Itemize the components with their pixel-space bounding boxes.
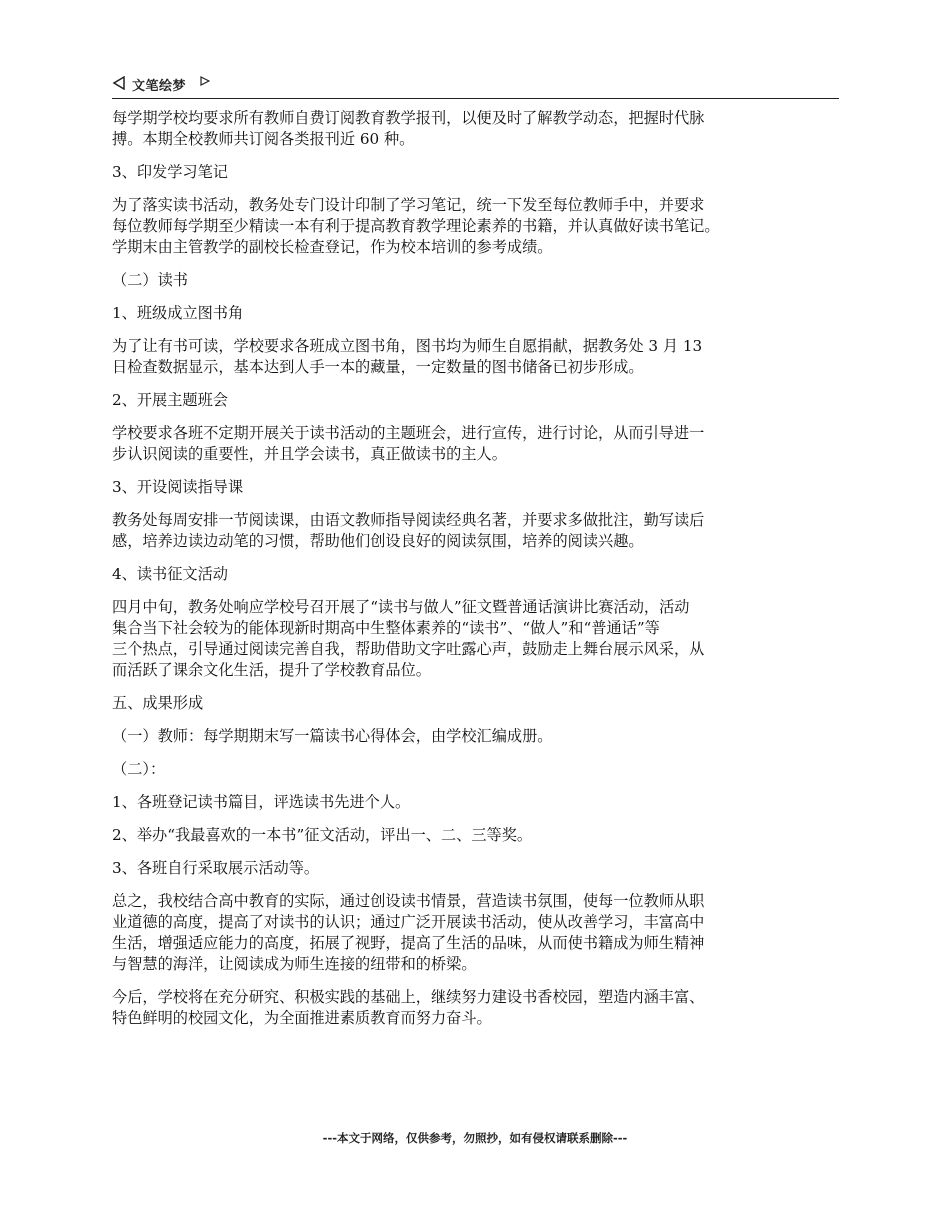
- paragraph: [112, 564, 842, 585]
- text-line: 为了落实读书活动，教务处专门设计印制了学习笔记，统一下发至每位教师手中，并要求: [112, 196, 705, 214]
- paragraph: [112, 693, 842, 714]
- paragraph: [112, 726, 842, 747]
- paragraph: [112, 858, 842, 879]
- paragraph: [112, 336, 842, 378]
- text-line: （二）读书: [112, 271, 188, 289]
- text-line: 总之，我校结合高中教育的实际，通过创设读书情景，营造读书氛围，使每一位教师从职: [112, 892, 705, 910]
- paragraph: [112, 510, 842, 552]
- text-line: 1、班级成立图书角: [112, 304, 244, 322]
- paragraph: [112, 597, 842, 681]
- text-line: （一）教师：每学期期末写一篇读书心得体会，由学校汇编成册。: [112, 727, 553, 745]
- text-line: 3、印发学习笔记: [112, 163, 228, 181]
- paragraph: [112, 303, 842, 324]
- text-line: 三个热点，引导通过阅读完善自我，帮助借助文字吐露心声，鼓励走上舞台展示风采，从: [112, 640, 705, 658]
- text-line: 教务处每周安排一节阅读课，由语文教师指导阅读经典名著，并要求多做批注，勤写读后: [112, 511, 705, 529]
- paragraph: [112, 792, 842, 813]
- triangle-right-icon: [200, 76, 210, 86]
- brand-name: 文笔绘梦: [132, 79, 187, 94]
- paragraph: [112, 423, 842, 465]
- text-line: 感，培养边读边动笔的习惯，帮助他们创设良好的阅读氛围，培养的阅读兴趣。: [112, 532, 644, 550]
- paragraph: [112, 825, 842, 846]
- triangle-left-icon: [112, 76, 126, 90]
- footer-disclaimer: ---本文于网络，仅供参考，勿照抄，如有侵权请联系删除---: [322, 1131, 628, 1145]
- text-line: 学期末由主管教学的副校长检查登记，作为校本培训的参考成绩。: [112, 238, 553, 256]
- document-body: [112, 108, 842, 1041]
- text-line: 每位教师每学期至少精读一本有利于提高教育教学理论素养的书籍，并认真做好读书笔记。: [112, 217, 720, 235]
- page-header: [112, 72, 839, 99]
- text-line: 与智慧的海洋，让阅读成为师生连接的纽带和的桥梁。: [112, 955, 477, 973]
- text-line: 业道德的高度，提高了对读书的认识；通过广泛开展读书活动，使从改善学习，丰富高中: [112, 913, 705, 931]
- text-line: 生活，增强适应能力的高度，拓展了视野，提高了生活的品味，从而使书籍成为师生精神: [112, 934, 705, 952]
- text-line: 为了让有书可读，学校要求各班成立图书角，图书均为师生自愿捐献，据教务处 3 月 13: [112, 337, 703, 355]
- paragraph: [112, 477, 842, 498]
- paragraph: [112, 162, 842, 183]
- text-line: 五、成果形成: [112, 694, 204, 712]
- text-line: （二）：: [112, 760, 166, 778]
- text-line: 步认识阅读的重要性，并且学会读书，真正做读书的主人。: [112, 445, 507, 463]
- text-line: 搏。本期全校教师共订阅各类报刊近 60 种。: [112, 130, 415, 148]
- paragraph: [112, 270, 842, 291]
- text-line: 3、开设阅读指导课: [112, 478, 244, 496]
- text-line: 日检查数据显示，基本达到人手一本的藏量，一定数量的图书储备已初步形成。: [112, 358, 644, 376]
- paragraph: [112, 108, 842, 150]
- paragraph: [112, 759, 842, 780]
- paragraph: [112, 987, 842, 1029]
- text-line: 集合当下社会较为的能体现新时期高中生整体素养的“读书”、“做人”和“普通话”等: [112, 619, 660, 637]
- text-line: 每学期学校均要求所有教师自费订阅教育教学报刊，以便及时了解教学动态，把握时代脉: [112, 109, 705, 127]
- paragraph: [112, 195, 842, 258]
- text-line: 3、各班自行采取展示活动等。: [112, 859, 320, 877]
- paragraph: [112, 891, 842, 975]
- text-line: 1、各班登记读书篇目，评选读书先进个人。: [112, 793, 411, 811]
- paragraph: [112, 390, 842, 411]
- text-line: 特色鲜明的校园文化，为全面推进素质教育而努力奋斗。: [112, 1009, 492, 1027]
- text-line: 学校要求各班不定期开展关于读书活动的主题班会，进行宣传，进行讨论，从而引导进一: [112, 424, 705, 442]
- text-line: 2、举办“我最喜欢的一本书”征文活动，评出一、二、三等奖。: [112, 826, 533, 844]
- text-line: 今后，学校将在充分研究、积极实践的基础上，继续努力建设书香校园，塑造内涵丰富、: [112, 988, 705, 1006]
- text-line: 2、开展主题班会: [112, 391, 228, 409]
- text-line: 而活跃了课余文化生活，提升了学校教育品位。: [112, 661, 431, 679]
- text-line: 四月中旬，教务处响应学校号召开展了“读书与做人”征文暨普通话演讲比赛活动，活动: [112, 598, 690, 616]
- text-line: 4、读书征文活动: [112, 565, 228, 583]
